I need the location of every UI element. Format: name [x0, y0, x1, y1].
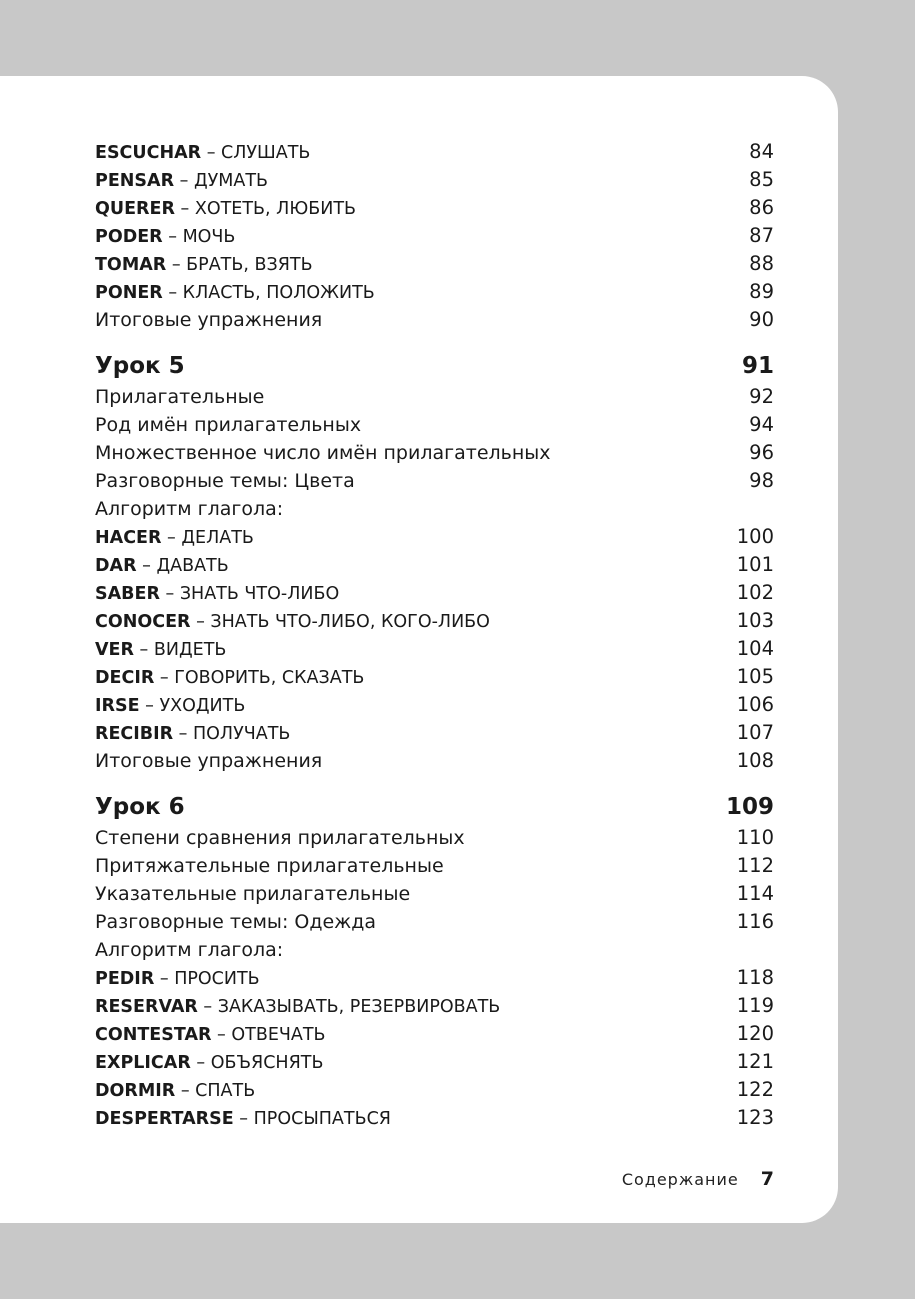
toc-entry-title — [95, 908, 376, 936]
toc-entry[interactable] — [95, 908, 774, 936]
toc-entry[interactable] — [95, 411, 774, 439]
page-footer — [600, 1168, 774, 1190]
dash-separator: – — [211, 1025, 232, 1045]
toc-page-number: 108 — [736, 749, 774, 772]
verb-keyword: DESPERTARSE — [95, 1109, 234, 1129]
dash-separator: – — [190, 1053, 211, 1073]
toc-entry-title — [95, 278, 375, 307]
verb-keyword: PEDIR — [95, 969, 155, 989]
verb-translation: ДАВАТЬ — [156, 556, 229, 576]
toc-entry-title — [95, 992, 500, 1021]
toc-entry[interactable] — [95, 719, 774, 747]
entry-text: Степени сравнения прилагательных — [95, 827, 465, 849]
toc-page-number: 119 — [736, 994, 774, 1017]
toc-page-number: 84 — [749, 140, 774, 163]
entry-text: Алгоритм глагола: — [95, 498, 284, 520]
toc-page-number: 96 — [749, 441, 774, 464]
toc-entry[interactable] — [95, 579, 774, 607]
verb-keyword: DAR — [95, 556, 137, 576]
toc-entry-title — [95, 1048, 323, 1077]
toc-entry-title — [95, 222, 235, 251]
verb-keyword: CONOCER — [95, 612, 191, 632]
toc-page-number: 104 — [736, 637, 774, 660]
toc-entry-title — [95, 1076, 255, 1105]
verb-keyword: PONER — [95, 283, 163, 303]
toc-page-number: 88 — [749, 252, 774, 275]
toc-page-number: 110 — [736, 826, 774, 849]
verb-translation: МОЧЬ — [182, 227, 236, 247]
toc-page-number: 105 — [736, 665, 774, 688]
verb-keyword: TOMAR — [95, 255, 167, 275]
toc-entry[interactable] — [95, 306, 774, 334]
dash-separator: – — [173, 724, 193, 744]
toc-block-3 — [95, 824, 774, 1132]
dash-separator: – — [161, 528, 182, 548]
toc-entry[interactable] — [95, 1076, 774, 1104]
lesson-page-number: 91 — [741, 353, 774, 379]
verb-keyword: VER — [95, 640, 134, 660]
verb-translation: УХОДИТЬ — [159, 696, 246, 716]
toc-entry[interactable] — [95, 467, 774, 495]
dash-separator: – — [190, 612, 211, 632]
toc-entry-title — [95, 194, 356, 223]
toc-entry-title — [95, 719, 290, 748]
toc-page-number: 103 — [736, 609, 774, 632]
dash-separator: – — [197, 997, 218, 1017]
dash-separator: – — [133, 640, 154, 660]
verb-keyword: QUERER — [95, 199, 175, 219]
verb-keyword: DORMIR — [95, 1081, 176, 1101]
verb-keyword: RESERVAR — [95, 997, 198, 1017]
dash-separator: – — [154, 668, 175, 688]
toc-block-1 — [95, 138, 774, 334]
toc-page-number: 114 — [736, 882, 774, 905]
verb-keyword: ESCUCHAR — [95, 143, 202, 163]
toc-entry[interactable] — [95, 222, 774, 250]
toc-entry-title — [95, 467, 355, 495]
toc-entry-title — [95, 880, 410, 908]
toc-page-number: 89 — [749, 280, 774, 303]
toc-page-number: 106 — [736, 693, 774, 716]
toc-page-number: 116 — [736, 910, 774, 933]
toc-page-number: 87 — [749, 224, 774, 247]
toc-entry[interactable] — [95, 992, 774, 1020]
dash-separator: – — [174, 199, 195, 219]
verb-translation: ДЕЛАТЬ — [181, 528, 254, 548]
toc-entry-title — [95, 824, 465, 852]
verb-keyword: CONTESTAR — [95, 1025, 212, 1045]
verb-translation: ПРОСИТЬ — [174, 969, 260, 989]
toc-entry-title — [95, 523, 254, 552]
verb-translation: ОБЪЯСНЯТЬ — [210, 1053, 324, 1073]
verb-keyword: HACER — [95, 528, 162, 548]
verb-translation: ХОТЕТЬ, ЛЮБИТЬ — [194, 199, 357, 219]
toc-entry[interactable] — [95, 523, 774, 551]
dash-separator: – — [154, 969, 175, 989]
verb-translation: ЗАКАЗЫВАТЬ, РЕЗЕРВИРОВАТЬ — [217, 997, 501, 1017]
entry-text: Итоговые упражнения — [95, 309, 323, 331]
toc-entry[interactable] — [95, 194, 774, 222]
toc-entry-title — [95, 936, 283, 964]
entry-text: Разговорные темы: Цвета — [95, 470, 355, 492]
toc-entry-title — [95, 1104, 391, 1133]
toc-entry-title — [95, 411, 361, 439]
toc-page-number: 122 — [736, 1078, 774, 1101]
lesson-title: Урок 5 — [95, 353, 185, 379]
table-of-contents — [95, 138, 774, 1132]
toc-entry[interactable] — [95, 852, 774, 880]
footer-section-label: Содержание — [621, 1170, 739, 1189]
lesson-page-number: 109 — [725, 794, 774, 820]
verb-translation: ЗНАТЬ ЧТО-ЛИБО, КОГО-ЛИБО — [210, 612, 490, 632]
toc-entry-title — [95, 306, 322, 334]
toc-entry[interactable] — [95, 278, 774, 306]
verb-translation: ОТВЕЧАТЬ — [231, 1025, 326, 1045]
verb-translation: КЛАСТЬ, ПОЛОЖИТЬ — [182, 283, 375, 303]
verb-keyword: EXPLICAR — [95, 1053, 191, 1073]
toc-page-number: 118 — [736, 966, 774, 989]
dash-separator: – — [162, 227, 183, 247]
toc-entry[interactable] — [95, 747, 774, 775]
dash-separator: – — [166, 255, 187, 275]
toc-page-number: 85 — [749, 168, 774, 191]
toc-entry[interactable] — [95, 250, 774, 278]
verb-keyword: PODER — [95, 227, 163, 247]
verb-keyword: PENSAR — [95, 171, 175, 191]
toc-entry[interactable] — [95, 1020, 774, 1048]
toc-page-number: 101 — [736, 553, 774, 576]
verb-translation: ВИДЕТЬ — [153, 640, 227, 660]
toc-entry-title — [95, 663, 364, 692]
verb-keyword: IRSE — [95, 696, 140, 716]
toc-entry-title — [95, 579, 339, 608]
entry-text: Разговорные темы: Одежда — [95, 911, 377, 933]
toc-entry-title — [95, 495, 283, 523]
dash-separator: – — [139, 696, 160, 716]
toc-entry[interactable] — [95, 1048, 774, 1076]
dash-separator: – — [201, 143, 222, 163]
toc-entry[interactable] — [95, 635, 774, 663]
toc-block-2 — [95, 383, 774, 775]
toc-entry[interactable] — [95, 495, 774, 523]
toc-entry-title — [95, 607, 490, 636]
toc-page-number: 100 — [736, 525, 774, 548]
dash-separator: – — [162, 283, 183, 303]
toc-entry[interactable] — [95, 936, 774, 964]
verb-keyword: DECIR — [95, 668, 155, 688]
toc-entry[interactable] — [95, 824, 774, 852]
entry-text: Род имён прилагательных — [95, 414, 362, 436]
toc-entry[interactable] — [95, 138, 774, 166]
toc-entry-title — [95, 691, 245, 720]
toc-entry-title — [95, 383, 264, 411]
toc-entry-title — [95, 250, 313, 279]
entry-text: Прилагательные — [95, 386, 265, 408]
toc-page-number: 102 — [736, 581, 774, 604]
toc-entry[interactable] — [95, 880, 774, 908]
dash-separator: – — [174, 171, 194, 191]
dash-separator: – — [159, 584, 180, 604]
entry-text: Алгоритм глагола: — [95, 939, 284, 961]
verb-keyword: SABER — [95, 584, 160, 604]
verb-keyword: RECIBIR — [95, 724, 174, 744]
dash-separator: – — [136, 556, 157, 576]
verb-translation: ГОВОРИТЬ, СКАЗАТЬ — [174, 668, 365, 688]
toc-page-number: 92 — [749, 385, 774, 408]
entry-text: Указательные прилагательные — [95, 883, 411, 905]
toc-entry[interactable] — [95, 607, 774, 635]
toc-entry[interactable] — [95, 691, 774, 719]
toc-page-number: 86 — [749, 196, 774, 219]
toc-entry-title — [95, 852, 444, 880]
dash-separator: – — [175, 1081, 196, 1101]
entry-text: Притяжательные прилагательные — [95, 855, 444, 877]
toc-page-number: 121 — [736, 1050, 774, 1073]
toc-entry[interactable] — [95, 551, 774, 579]
toc-entry-title — [95, 551, 229, 580]
toc-entry-title — [95, 138, 310, 167]
toc-page-number: 112 — [736, 854, 774, 877]
toc-entry-title — [95, 166, 268, 195]
entry-text: Множественное число имён прилагательных — [95, 442, 551, 464]
toc-entry[interactable] — [95, 439, 774, 467]
verb-translation: СПАТЬ — [195, 1081, 256, 1101]
toc-entry-title — [95, 439, 551, 467]
lesson-5-heading[interactable] — [95, 350, 774, 383]
toc-page-number: 120 — [736, 1022, 774, 1045]
toc-page-number: 107 — [736, 721, 774, 744]
toc-entry[interactable] — [95, 964, 774, 992]
toc-entry[interactable] — [95, 1104, 774, 1132]
verb-translation: ЗНАТЬ ЧТО-ЛИБО — [179, 584, 340, 604]
toc-page-number: 90 — [749, 308, 774, 331]
toc-entry-title — [95, 747, 322, 775]
toc-entry[interactable] — [95, 383, 774, 411]
footer-page-number: 7 — [760, 1168, 774, 1190]
toc-page-number: 98 — [749, 469, 774, 492]
verb-translation: ПОЛУЧАТЬ — [193, 724, 291, 744]
lesson-6-heading[interactable] — [95, 791, 774, 824]
toc-entry[interactable] — [95, 663, 774, 691]
verb-translation: СЛУШАТЬ — [221, 143, 311, 163]
toc-entry[interactable] — [95, 166, 774, 194]
toc-page-number: 94 — [749, 413, 774, 436]
lesson-title: Урок 6 — [95, 794, 185, 820]
toc-entry-title — [95, 635, 226, 664]
verb-translation: ПРОСЫПАТЬСЯ — [253, 1109, 391, 1129]
toc-page-number: 123 — [736, 1106, 774, 1129]
verb-translation: ДУМАТЬ — [193, 171, 269, 191]
toc-entry-title — [95, 1020, 326, 1049]
dash-separator: – — [233, 1109, 254, 1129]
toc-entry-title — [95, 964, 260, 993]
verb-translation: БРАТЬ, ВЗЯТЬ — [186, 255, 313, 275]
entry-text: Итоговые упражнения — [95, 750, 323, 772]
